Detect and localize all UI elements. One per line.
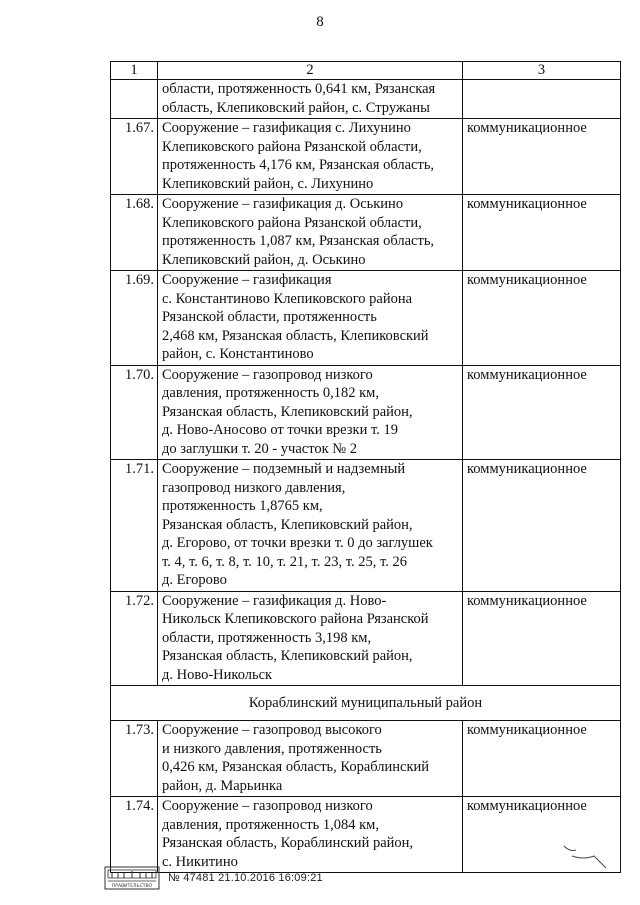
row-number: 1.74. [111,797,158,873]
section-row [111,686,621,721]
table-row [111,591,621,686]
table-row [111,365,621,460]
row-number: 1.72. [111,591,158,686]
row-kind: коммуникационное [463,119,621,195]
column-header-2: 2 [158,62,463,80]
row-description: Сооружение – газификация с. Константиново Клепиковского района Рязанской области, протяженность 2,468 км, Рязанская область, Клепиковский район, с. Константиново [158,271,463,366]
row-description: Сооружение – газопровод высокого и низкого давления, протяженность 0,426 км, Рязанская область, Кораблинский район, д. Марьинка [158,721,463,797]
registration-stamp: № 47481 21.10.2016 16:09:21 [168,872,323,884]
continuation-text: области, протяженность 0,641 км, Рязанская область, Клепиковский район, с. Стружаны [158,80,463,119]
row-description: Сооружение – газопровод низкого давления, протяженность 1,084 км, Рязанская область, Кораблинский район, с. Никитино [158,797,463,873]
section-title: Кораблинский муниципальный район [111,686,621,721]
row-kind: коммуникационное [463,365,621,460]
row-description: Сооружение – подземный и надземный газопровод низкого давления, протяженность 1,8765 км, Рязанская область, Клепиковский район, д. Егорово, от точки врезки т. 0 до заглушек т. 4, т. 6, т. 8, т. 10, т. 21, т. 23, т. 25, т. 26 д. Егорово [158,460,463,592]
row-number [111,80,158,119]
row-description: Сооружение – газопровод низкого давления, протяженность 0,182 км, Рязанская область, Клепиковский район, д. Ново-Аносово от точки врезки т. 19 до заглушки т. 20 - участок № 2 [158,365,463,460]
column-header-1: 1 [111,62,158,80]
row-number: 1.67. [111,119,158,195]
row-description: Сооружение – газификация д. Ново- Никольск Клепиковского района Рязанской области, протяженность 3,198 км, Рязанская область, Клепиковский район, д. Ново-Никольск [158,591,463,686]
table-row [111,119,621,195]
table-header-row [111,62,621,80]
row-kind: коммуникационное [463,721,621,797]
table-row [111,797,621,873]
row-number: 1.70. [111,365,158,460]
row-kind: коммуникационное [463,271,621,366]
row-description: Сооружение – газификация д. Оськино Клепиковского района Рязанской области, протяженность 1,087 км, Рязанская область, Клепиковский район, д. Оськино [158,195,463,271]
row-number: 1.73. [111,721,158,797]
column-header-3: 3 [463,62,621,80]
table-row [111,271,621,366]
seal-lettering: ПРАВИТЕЛЬСТВО [111,884,153,889]
government-seal-icon [104,866,160,890]
row-kind: коммуникационное [463,460,621,592]
row-kind: коммуникационное [463,591,621,686]
row-kind [463,80,621,119]
row-number: 1.68. [111,195,158,271]
table-row [111,195,621,271]
pen-mark-icon [560,838,610,878]
continuation-row [111,80,621,119]
row-kind: коммуникационное [463,195,621,271]
document-footer [104,866,404,890]
row-description: Сооружение – газификация с. Лихунино Клепиковского района Рязанской области, протяженность 4,176 км, Рязанская область, Клепиковский район, с. Лихунино [158,119,463,195]
table-row [111,721,621,797]
row-kind: коммуникационное [463,797,621,873]
page-number: 8 [316,14,324,30]
row-number: 1.69. [111,271,158,366]
row-number: 1.71. [111,460,158,592]
table-row [111,460,621,592]
registry-table [110,61,621,873]
